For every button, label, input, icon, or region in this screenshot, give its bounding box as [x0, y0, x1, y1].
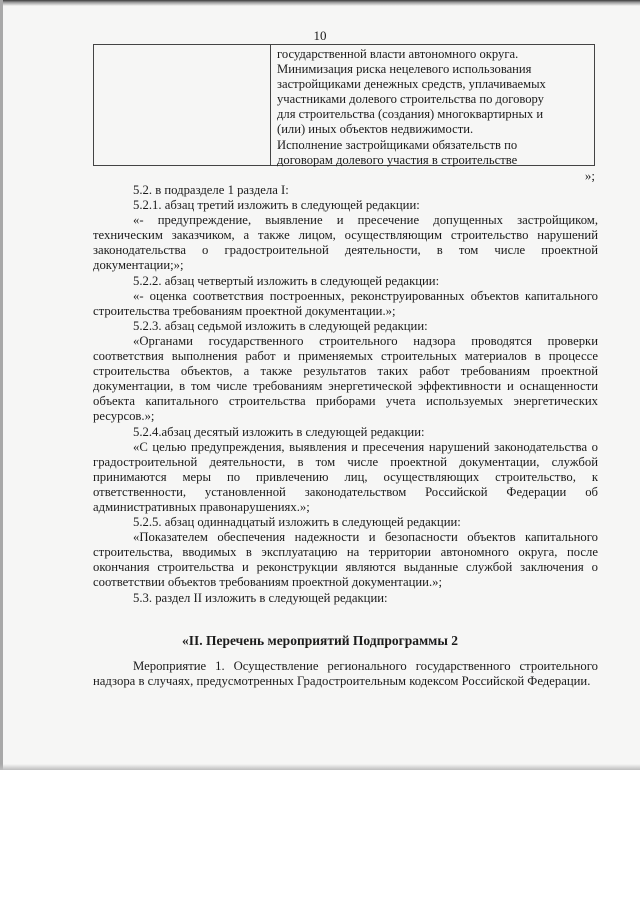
paragraph: 5.2. в подразделе 1 раздела I: — [133, 183, 289, 197]
table-line: Исполнение застройщиками обязательств по — [277, 137, 518, 152]
paragraph: 5.3. раздел II изложить в следующей редакции: — [133, 590, 388, 605]
paragraph: 5.2.1. абзац третий изложить в следующей редакции: — [133, 198, 420, 213]
paragraph: «- предупреждение, выявление и пресечение допущенных застройщиком, техническим заказчиком, а также лицом, осуществляющим строительство нарушений законодательства о градостроительной деятельности, в том числе проектной документации;»; — [93, 213, 598, 273]
table-closing-quote: »; — [584, 168, 595, 183]
scan-edge-left — [0, 0, 3, 770]
table-line: участниками долевого строительства по договору — [277, 92, 544, 107]
table-fragment — [93, 44, 595, 166]
table-line: застройщиками денежных средств, уплачиваемых — [277, 77, 546, 92]
page-number: 10 — [313, 28, 327, 43]
table-line: государственной власти автономного округа. — [277, 47, 519, 61]
paragraph: 5.2.4.абзац десятый изложить в следующей редакции: — [133, 424, 425, 439]
section-heading: «II. Перечень мероприятий Подпрограммы 2 — [181, 633, 459, 648]
table-line: для строительства (создания) многоквартирных и — [277, 107, 544, 122]
paragraph: «Показателем обеспечения надежности и безопасности объектов капитального строительства, вводимых в эксплуатацию на территории автономного округа, после окончания строительства и реконструкции являются выданные службой заключения о соответствии объектов требованиям проектной документации.»; — [93, 530, 598, 590]
paragraph: «С целью предупреждения, выявления и пресечения нарушений законодательства о градостроительной деятельности, в том числе проектной документации, службой принимаются меры по привлечению лиц, осуществляющих строительство, к ответственности, установленной законодательством Российской Федерации об административных правонарушениях.»; — [93, 439, 598, 514]
table-cell-text — [271, 45, 594, 165]
amendments-body — [93, 183, 598, 606]
table-line: (или) иных объектов недвижимости. — [277, 122, 474, 137]
scan-edge-bottom — [0, 764, 640, 770]
scan-edge-top — [0, 0, 640, 6]
table-cell-empty — [94, 45, 271, 165]
paragraph: «Органами государственного строительного надзора проводятся проверки соответствия выполнения работ и применяемых строительных материалов в процессе строительства объектов, а также результатов таких работ требованиям проектной документации, в том числе требованиям энергетической эффективности и оснащенности объекта капитального строительства приборами учета используемых энергетических ресурсов.»; — [93, 333, 598, 424]
paragraph: 5.2.3. абзац седьмой изложить в следующей редакции: — [133, 318, 428, 333]
paragraph: «- оценка соответствия построенных, реконструированных объектов капитального строительства требованиям проектной документации.»; — [93, 288, 598, 318]
paragraph: 5.2.5. абзац одиннадцатый изложить в следующей редакции: — [133, 515, 461, 530]
table-line: договорам долевого участия в строительстве — [277, 152, 518, 167]
measure-paragraph: Мероприятие 1. Осуществление регионального государственного строительного надзора в случаях, предусмотренных Градостроительным кодексом Российской Федерации. — [93, 659, 598, 689]
table-line: Минимизация риска нецелевого использования — [277, 62, 532, 77]
paragraph: 5.2.2. абзац четвертый изложить в следующей редакции: — [133, 273, 440, 288]
measure-block — [93, 659, 598, 690]
